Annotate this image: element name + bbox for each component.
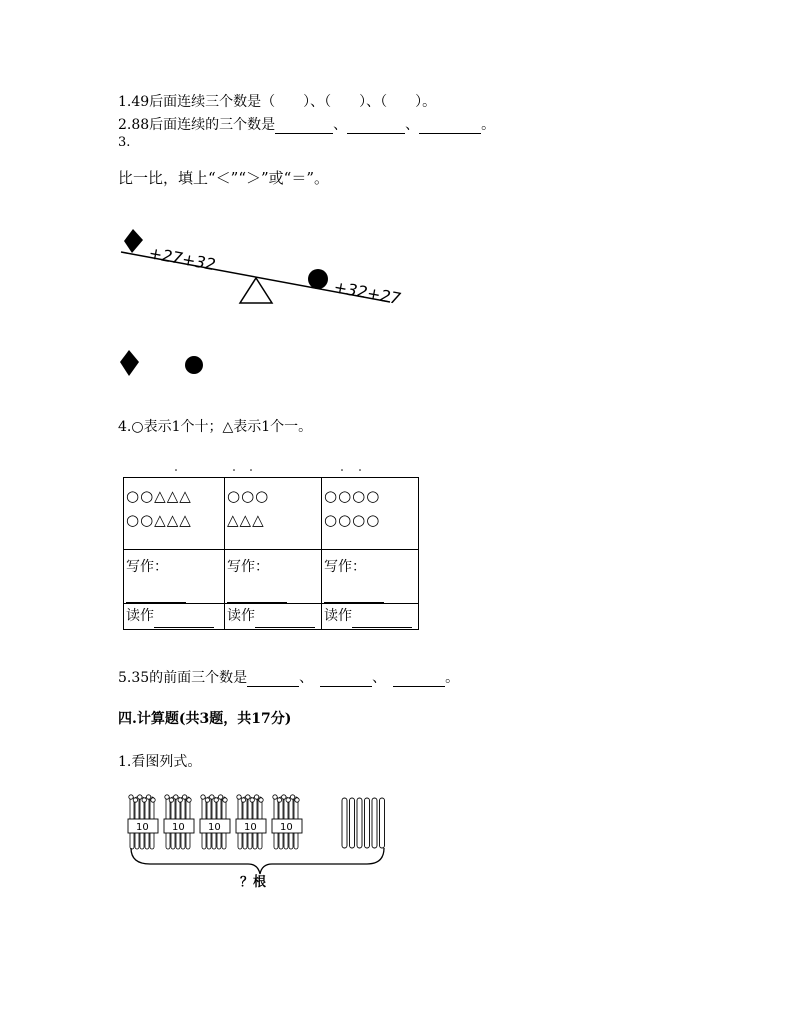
end-mark: 。	[481, 117, 496, 133]
question-3-number: 3.	[118, 135, 131, 150]
question-5-text: 5.35的前面三个数是	[118, 670, 248, 686]
stick-bundle	[164, 795, 194, 849]
question-4-title: 4.○表示1个十；△表示1个一。	[118, 419, 313, 435]
bundle-label: 10	[136, 822, 149, 833]
bundle-label: 10	[244, 822, 257, 833]
shapes-row: ○○△△△	[126, 487, 192, 505]
separator: 、	[372, 670, 380, 686]
write-label: 写作：	[227, 559, 269, 575]
bundle-label: 10	[172, 822, 185, 833]
write-label: 写作：	[126, 559, 168, 575]
separator: 、	[405, 117, 420, 133]
shapes-row: ○○△△△	[126, 511, 192, 529]
separator: 、	[299, 670, 307, 686]
end-mark: 。	[445, 670, 460, 686]
single-stick	[372, 798, 377, 848]
question-1: 1.49后面连续三个数是（ ）、（ ）、（ ）。	[118, 94, 437, 110]
single-stick	[357, 798, 362, 848]
stick-bundle	[200, 795, 230, 849]
bundle-label: 10	[208, 822, 221, 833]
shapes-row: ○○○○	[324, 511, 381, 529]
shapes-row: ○○○○	[324, 487, 381, 505]
stick-bundle	[236, 795, 266, 849]
separator: 、	[333, 117, 348, 133]
bundle-label: 10	[280, 822, 293, 833]
section-4-title: 四.计算题(共3题，共17分)	[118, 711, 292, 727]
read-label: 读作	[324, 608, 352, 624]
read-label: 读作	[227, 608, 255, 624]
single-stick	[365, 798, 370, 848]
single-stick	[350, 798, 355, 848]
shapes-row: ○○○	[227, 487, 270, 505]
stick-bundle	[128, 795, 158, 849]
shapes-row: △△△	[227, 511, 265, 529]
single-stick	[342, 798, 347, 848]
stick-bundle	[272, 795, 302, 849]
left-expression: +27+32	[147, 243, 218, 275]
brace-label: ？根	[240, 875, 267, 890]
write-label: 写作：	[324, 559, 366, 575]
read-label: 读作	[126, 608, 154, 624]
question-3-instruction: 比一比，填上“＜”“＞”或“＝”。	[118, 169, 330, 187]
right-expression: +32+27	[332, 277, 403, 309]
section-4-question-1: 1.看图列式。	[118, 754, 202, 770]
single-stick	[380, 798, 385, 848]
brace	[131, 848, 384, 874]
question-2-text: 2.88后面连续的三个数是	[118, 117, 276, 133]
